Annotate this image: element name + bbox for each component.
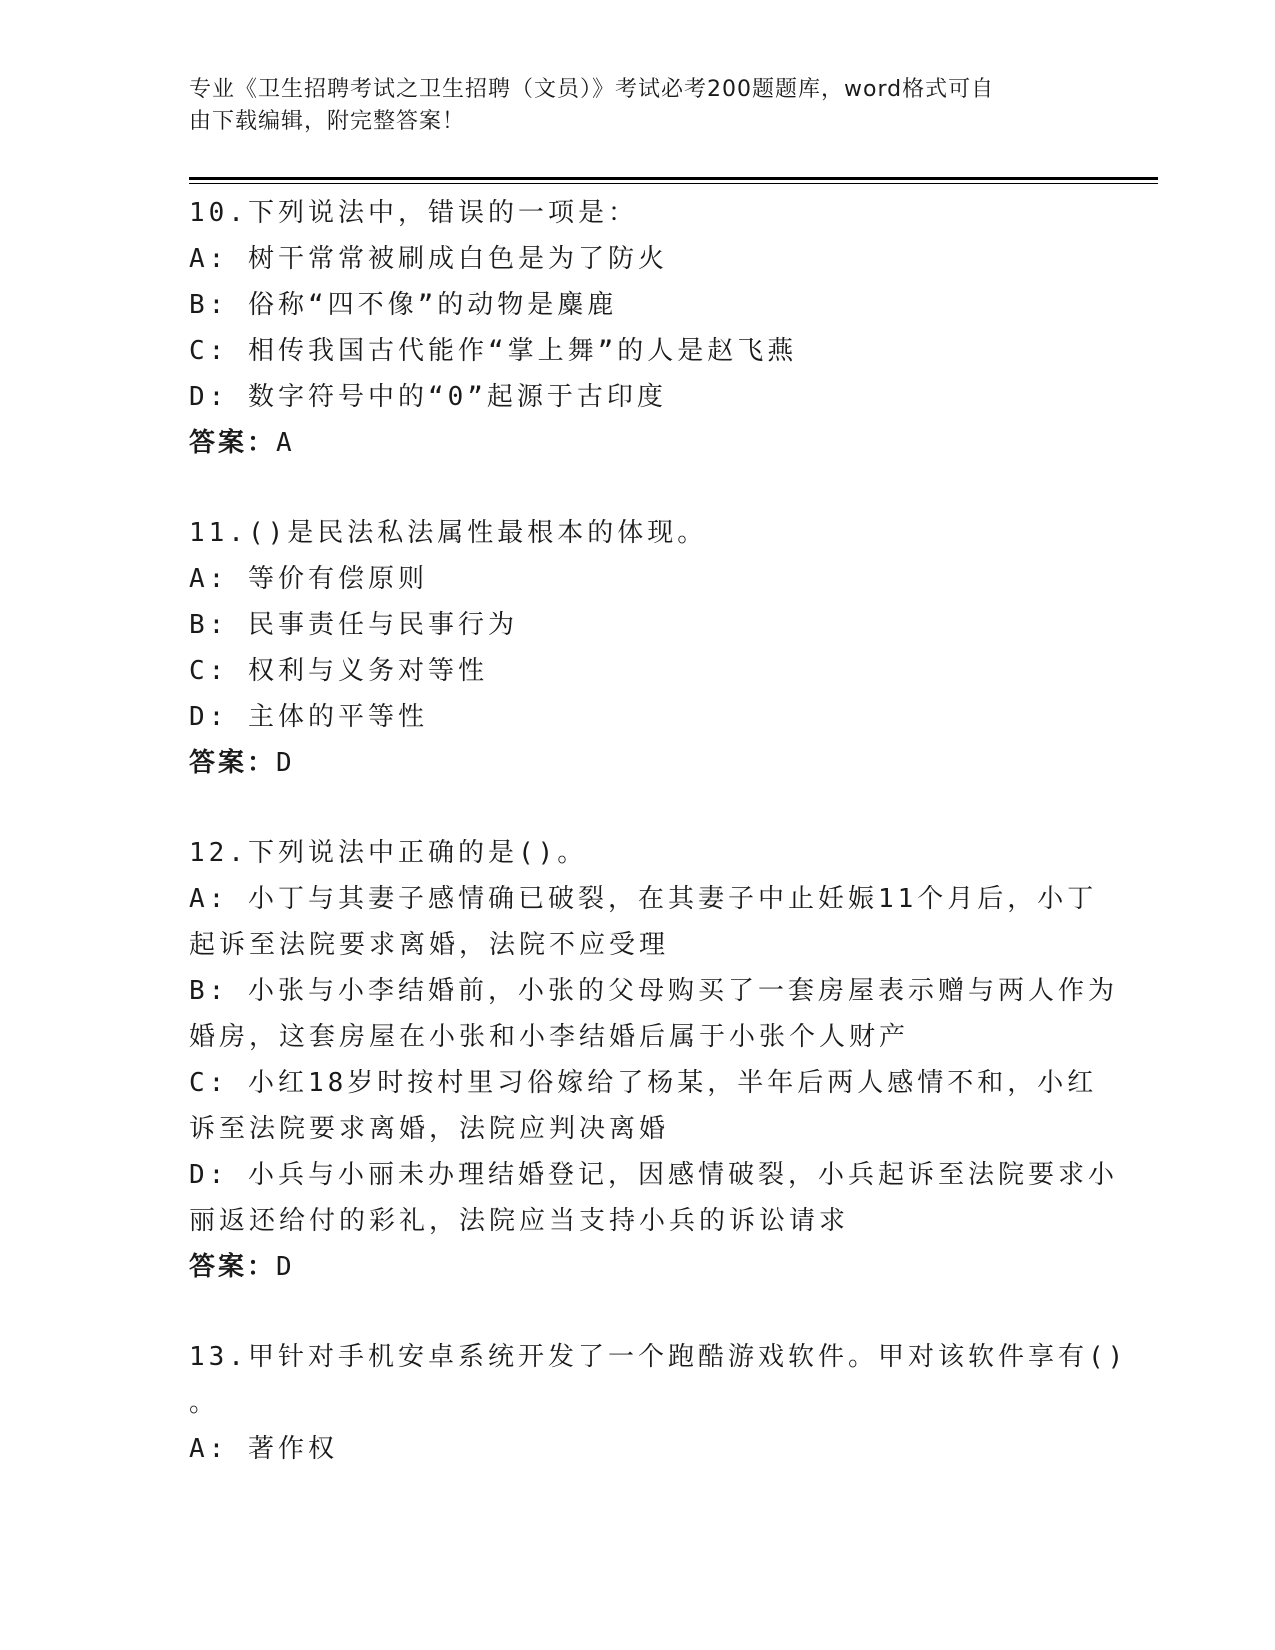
question-list — [189, 190, 1128, 1472]
answer-label: 答案： — [189, 1252, 277, 1282]
option-b: B: 俗称“四不像”的动物是麋鹿 — [189, 290, 618, 320]
option-a: A: 等价有偿原则 — [189, 564, 428, 594]
option-a: A: 树干常常被刷成白色是为了防火 — [189, 244, 668, 274]
header-line-1: 专业《卫生招聘考试之卫生招聘（文员）》考试必考200题题库，word格式可自 — [189, 77, 995, 102]
question-13 — [189, 1334, 1128, 1472]
question-stem-line-1: 13.甲针对手机安卓系统开发了一个跑酷游戏软件。甲对该软件享有() — [189, 1342, 1128, 1372]
option-b-line-2: 婚房，这套房屋在小张和小李结婚后属于小张个人财产 — [189, 1022, 910, 1052]
answer-line — [189, 740, 1069, 786]
answer-label: 答案： — [189, 428, 277, 458]
header-rule-thin — [189, 183, 1158, 184]
answer-value: A — [276, 428, 295, 458]
option-c: C: 权利与义务对等性 — [189, 656, 488, 686]
header-rule-thick — [189, 177, 1158, 180]
option-a-line-2: 起诉至法院要求离婚，法院不应受理 — [189, 930, 670, 960]
option-d-line-1: D: 小兵与小丽未办理结婚登记，因感情破裂，小兵起诉至法院要求小 — [189, 1160, 1118, 1190]
question-stem: 10.下列说法中，错误的一项是： — [189, 198, 638, 228]
question-stem-line-2: 。 — [189, 1388, 220, 1418]
question-stem: 12.下列说法中正确的是()。 — [189, 838, 588, 868]
option-a: A: 著作权 — [189, 1434, 338, 1464]
question-11 — [189, 510, 1069, 786]
option-b-line-1: B: 小张与小李结婚前，小张的父母购买了一套房屋表示赠与两人作为 — [189, 976, 1118, 1006]
document-header — [189, 74, 1069, 138]
option-c-line-1: C: 小红18岁时按村里习俗嫁给了杨某，半年后两人感情不和，小红 — [189, 1068, 1098, 1098]
option-d-line-2: 丽返还给付的彩礼，法院应当支持小兵的诉讼请求 — [189, 1206, 850, 1236]
answer-label: 答案： — [189, 748, 277, 778]
option-b: B: 民事责任与民事行为 — [189, 610, 518, 640]
option-a-line-1: A: 小丁与其妻子感情确已破裂，在其妻子中止妊娠11个月后，小丁 — [189, 884, 1098, 914]
answer-value: D — [276, 1252, 295, 1282]
answer-line — [189, 420, 1069, 466]
question-12 — [189, 830, 1118, 1290]
question-10 — [189, 190, 1069, 466]
option-c-line-2: 诉至法院要求离婚，法院应判决离婚 — [189, 1114, 670, 1144]
answer-value: D — [276, 748, 295, 778]
header-line-2: 由下载编辑，附完整答案！ — [189, 109, 466, 134]
option-d: D: 主体的平等性 — [189, 702, 428, 732]
answer-line — [189, 1244, 1069, 1290]
option-d: D: 数字符号中的“0”起源于古印度 — [189, 382, 667, 412]
option-c: C: 相传我国古代能作“掌上舞”的人是赵飞燕 — [189, 336, 798, 366]
question-stem: 11.()是民法私法属性最根本的体现。 — [189, 518, 708, 548]
